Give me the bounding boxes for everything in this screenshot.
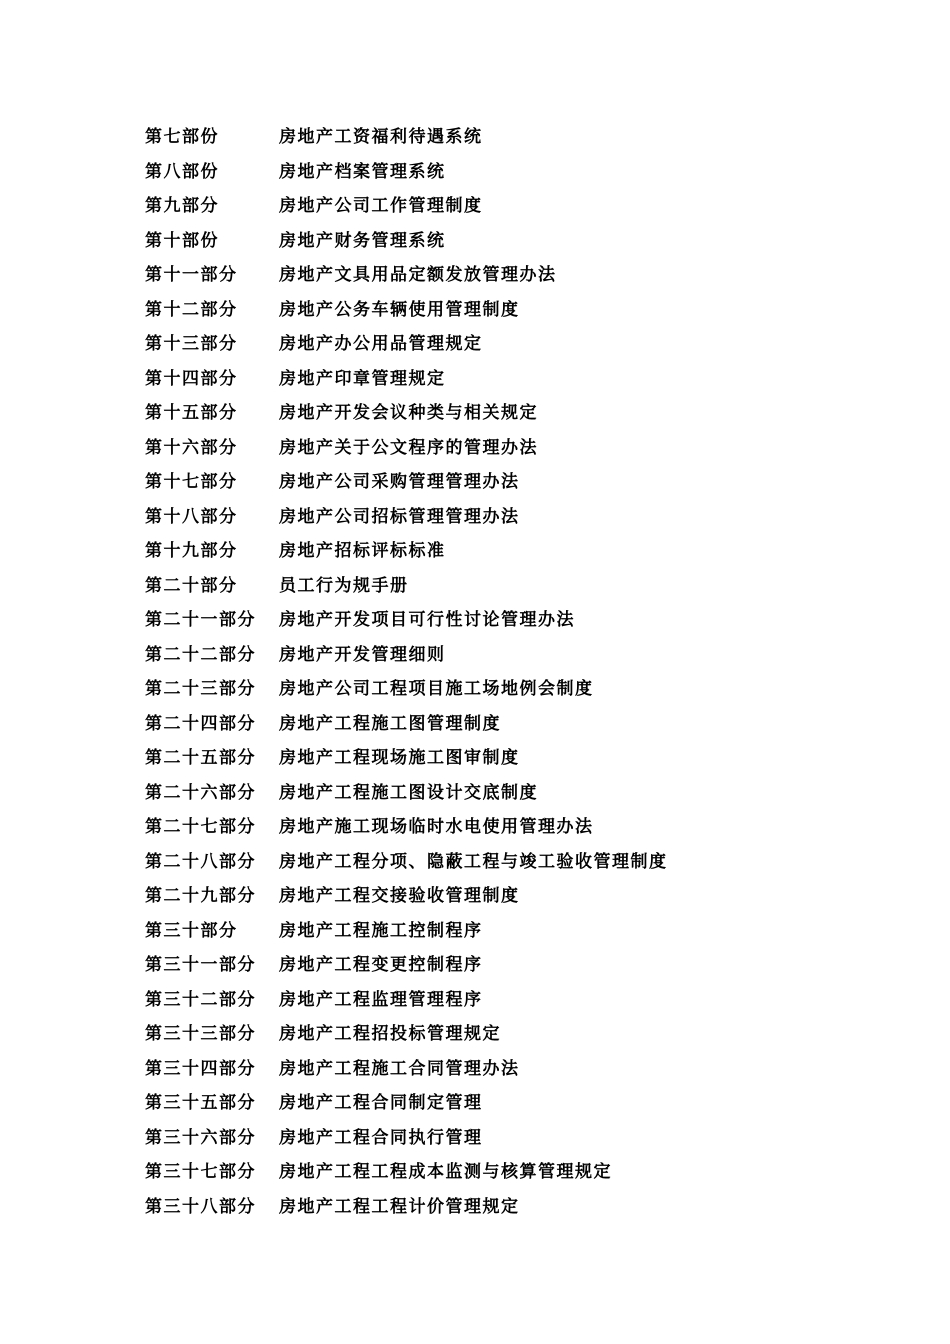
table-of-contents	[145, 120, 845, 1224]
part-number: 第十九部分	[145, 541, 238, 561]
part-number: 第三十六部分	[145, 1127, 256, 1148]
part-title: 房地产工程施工合同管理办法	[279, 1058, 520, 1079]
part-number: 第二十五部分	[145, 748, 256, 768]
part-number: 第十六部分	[145, 437, 238, 458]
part-title: 房地产工程现场施工图审制度	[279, 748, 520, 768]
part-title: 房地产工程合同执行管理	[279, 1127, 483, 1148]
part-title: 房地产印章管理规定	[279, 368, 446, 389]
part-number: 第十七部分	[145, 472, 238, 492]
part-title: 员工行为规手册	[279, 575, 409, 596]
part-title: 房地产开发管理细则	[279, 644, 446, 665]
toc-row	[145, 1052, 845, 1087]
part-number: 第三十一部分	[145, 955, 256, 975]
part-number: 第二十四部分	[145, 713, 256, 734]
part-number: 第十一部分	[145, 265, 238, 285]
toc-row	[145, 638, 845, 673]
toc-row	[145, 431, 845, 466]
toc-row	[145, 1121, 845, 1156]
part-number: 第十二部分	[145, 299, 238, 320]
part-title: 房地产公司工作管理制度	[279, 196, 483, 216]
toc-row	[145, 1086, 845, 1121]
part-number: 第二十七部分	[145, 817, 256, 837]
part-title: 房地产开发会议种类与相关规定	[279, 403, 538, 423]
part-title: 房地产档案管理系统	[279, 161, 446, 182]
toc-row	[145, 879, 845, 914]
part-title: 房地产办公用品管理规定	[279, 334, 483, 354]
part-title: 房地产工程施工图管理制度	[279, 713, 501, 734]
part-number: 第二十九部分	[145, 886, 256, 906]
part-title: 房地产公司采购管理管理办法	[279, 472, 520, 492]
part-title: 房地产工程工程成本监测与核算管理规定	[279, 1162, 612, 1182]
part-number: 第八部份	[145, 161, 219, 182]
part-title: 房地产财务管理系统	[279, 230, 446, 251]
part-number: 第三十五部分	[145, 1093, 256, 1113]
part-title: 房地产公司招标管理管理办法	[279, 506, 520, 527]
part-title: 房地产公务车辆使用管理制度	[279, 299, 520, 320]
toc-row	[145, 293, 845, 328]
part-number: 第二十六部分	[145, 782, 256, 803]
part-number: 第二十二部分	[145, 644, 256, 665]
part-title: 房地产工程招投标管理规定	[279, 1024, 501, 1044]
toc-row	[145, 155, 845, 190]
part-number: 第三十四部分	[145, 1058, 256, 1079]
part-number: 第二十八部分	[145, 851, 256, 872]
part-number: 第二十部分	[145, 575, 238, 596]
part-title: 房地产工程合同制定管理	[279, 1093, 483, 1113]
toc-row	[145, 1017, 845, 1052]
toc-row	[145, 1155, 845, 1190]
part-number: 第十四部分	[145, 368, 238, 389]
toc-row	[145, 569, 845, 604]
part-number: 第三十三部分	[145, 1024, 256, 1044]
part-title: 房地产工程施工图设计交底制度	[279, 782, 538, 803]
toc-row	[145, 465, 845, 500]
part-title: 房地产招标评标标准	[279, 541, 446, 561]
part-number: 第二十三部分	[145, 679, 256, 699]
part-number: 第十部份	[145, 230, 219, 251]
toc-row	[145, 327, 845, 362]
toc-row	[145, 258, 845, 293]
part-number: 第十三部分	[145, 334, 238, 354]
part-title: 房地产工程施工控制程序	[279, 920, 483, 941]
part-number: 第三十七部分	[145, 1162, 256, 1182]
part-title: 房地产工程工程计价管理规定	[279, 1196, 520, 1217]
toc-row	[145, 189, 845, 224]
part-number: 第九部分	[145, 196, 219, 216]
toc-row	[145, 845, 845, 880]
part-title: 房地产公司工程项目施工场地例会制度	[279, 679, 594, 699]
part-number: 第十五部分	[145, 403, 238, 423]
toc-row	[145, 776, 845, 811]
part-title: 房地产工程变更控制程序	[279, 955, 483, 975]
toc-row	[145, 948, 845, 983]
toc-row	[145, 603, 845, 638]
toc-row	[145, 707, 845, 742]
toc-row	[145, 224, 845, 259]
toc-row	[145, 810, 845, 845]
toc-row	[145, 534, 845, 569]
toc-row	[145, 362, 845, 397]
toc-row	[145, 396, 845, 431]
toc-row	[145, 1190, 845, 1225]
part-title: 房地产工资福利待遇系统	[279, 127, 483, 147]
part-number: 第二十一部分	[145, 610, 256, 630]
toc-row	[145, 914, 845, 949]
part-title: 房地产文具用品定额发放管理办法	[279, 265, 557, 285]
toc-row	[145, 741, 845, 776]
part-title: 房地产关于公文程序的管理办法	[279, 437, 538, 458]
part-title: 房地产工程交接验收管理制度	[279, 886, 520, 906]
toc-row	[145, 120, 845, 155]
part-title: 房地产施工现场临时水电使用管理办法	[279, 817, 594, 837]
part-number: 第十八部分	[145, 506, 238, 527]
part-number: 第三十八部分	[145, 1196, 256, 1217]
toc-row	[145, 983, 845, 1018]
part-title: 房地产工程监理管理程序	[279, 989, 483, 1010]
toc-row	[145, 500, 845, 535]
part-title: 房地产工程分项、隐蔽工程与竣工验收管理制度	[279, 851, 668, 872]
part-number: 第七部份	[145, 127, 219, 147]
toc-row	[145, 672, 845, 707]
part-number: 第三十部分	[145, 920, 238, 941]
part-number: 第三十二部分	[145, 989, 256, 1010]
part-title: 房地产开发项目可行性讨论管理办法	[279, 610, 575, 630]
